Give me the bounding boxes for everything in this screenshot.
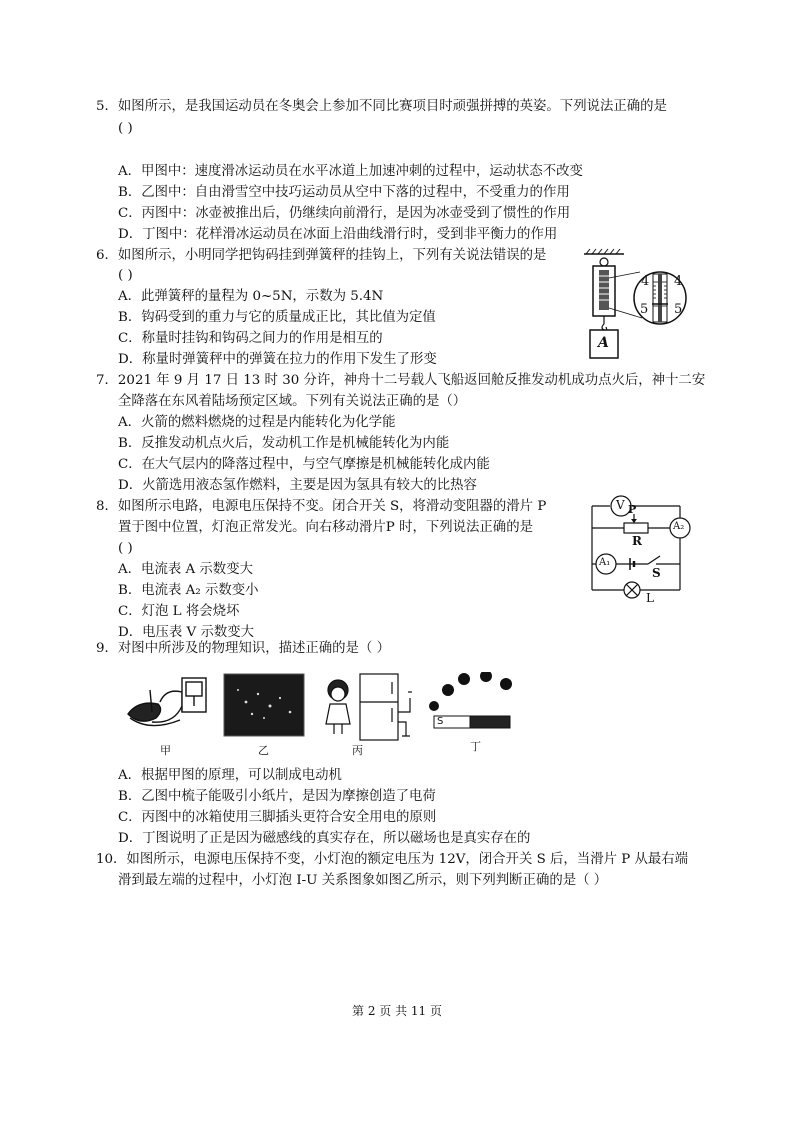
q8-option-b: B．电流表 A₂ 示数变小 [118,583,259,598]
scale-mark-4-right: 4 [674,274,683,289]
q8-stem-line2: 置于图中位置，灯泡正常发光。向右移动滑片P 时，下列说法正确的是 [118,520,533,535]
q5-option-a: A．甲图中：速度滑冰运动员在水平冰道上加速冲刺的过程中，运动状态不改变 [118,164,583,179]
voltmeter-label: V [616,498,625,512]
q9-figures [120,672,520,760]
ammeter-a1-label: A₁ [599,557,611,568]
q7-option-d: D．火箭选用液态氢作燃料，主要是因为氢具有较大的比热容 [118,478,477,493]
q8-stem-line1: 8．如图所示电路，电源电压保持不变。闭合开关 S，将滑动变阻器的滑片 P [96,499,547,514]
q7-option-c: C．在大气层内的降落过程中，与空气摩擦是机械能转化成内能 [118,457,490,472]
scale-mark-5-right: 5 [674,302,683,317]
lamp-label: L [646,591,654,605]
q7-option-b: B．反推发动机点火后，发动机工作是机械能转化为内能 [118,436,450,451]
q5-stem: 5．如图所示，是我国运动员在冬奥会上参加不同比赛项目时顽强拼搏的英姿。下列说法正确的是 [96,99,667,114]
scale-mark-5-left: 5 [640,302,649,317]
figure-jia-generator [128,678,206,726]
q5-answer-paren: ( ) [118,121,133,136]
q7-stem-line2: 全降落在东风着陆场预定区域。下列有关说法正确的是（） [118,394,467,409]
caption-jia: 甲 [160,744,171,757]
q5-option-c: C．丙图中：冰壶被推出后，仍继续向前滑行，是因为冰壶受到了惯性的作用 [118,206,571,221]
q5-option-d: D．丁图中：花样滑冰运动员在冰面上沿曲线滑行时，受到非平衡力的作用 [118,227,558,242]
slider-label: P [628,503,637,516]
q9-option-b: B．乙图中梳子能吸引小纸片，是因为摩擦创造了电荷 [118,789,436,804]
q6-option-b: B．钩码受到的重力与它的质量成正比，其比值为定值 [118,310,436,325]
q8-option-a: A．电流表 A 示数变大 [118,562,253,577]
q8-option-d: D．电压表 V 示数变大 [118,625,255,640]
q6-stem: 6．如图所示，小明同学把钩码挂到弹簧秤的挂钩上，下列有关说法错误的是 [96,248,547,263]
q8-answer-paren: ( ) [118,541,133,556]
weight-label: A [598,335,609,351]
figure-bing-fridge [326,674,412,740]
circuit-figure [586,492,696,606]
spring-scale-figure [578,248,690,364]
q6-answer-paren: ( ) [118,268,133,283]
page-footer: 第 2 页 共 11 页 [352,1004,442,1018]
caption-ding: 丁 [470,740,481,753]
q9-option-a: A．根据甲图的原理，可以制成电动机 [118,768,342,783]
scale-mark-4-left: 4 [641,274,650,289]
caption-yi: 乙 [258,744,269,757]
q8-option-c: C．灯泡 L 将会烧坏 [118,604,240,619]
q9-stem: 9．对图中所涉及的物理知识，描述正确的是（ ） [96,641,390,656]
q6-option-d: D．称量时弹簧秤中的弹簧在拉力的作用下发生了形变 [118,352,437,367]
ammeter-a2-label: A₂ [673,521,685,532]
q9-option-c: C．丙图中的冰箱使用三脚插头更符合安全用电的原则 [118,810,437,825]
q6-option-a: A．此弹簧秤的量程为 0~5N，示数为 5.4N [118,289,384,304]
q7-option-a: A．火箭的燃料燃烧的过程是内能转化为化学能 [118,415,396,430]
q5-option-b: B．乙图中：自由滑雪空中技巧运动员从空中下落的过程中，不受重力的作用 [118,185,570,200]
figure-yi-photo [224,674,304,736]
caption-bing: 丙 [352,744,363,757]
q10-stem-line2: 滑到最左端的过程中，小灯泡 I-U 关系图象如图乙所示，则下列判断正确的是（ ） [118,873,608,888]
switch-label: S [652,566,661,580]
q10-stem-line1: 10．如图所示，电源电压保持不变，小灯泡的额定电压为 12V，闭合开关 S 后，当滑片 P 从最右端 [96,852,689,867]
q9-option-d: D．丁图说明了正是因为磁感线的真实存在，所以磁场也是真实存在的 [118,831,531,846]
resistor-label: R [632,534,642,548]
magnet-s-label: S [437,716,444,727]
q6-option-c: C．称量时挂钩和钩码之间力的作用是相互的 [118,331,383,346]
q7-stem-line1: 7．2021 年 9 月 17 日 13 时 30 分许，神舟十二号载人飞船返回舱反推发动机成功点火后，神十二安 [96,373,706,388]
